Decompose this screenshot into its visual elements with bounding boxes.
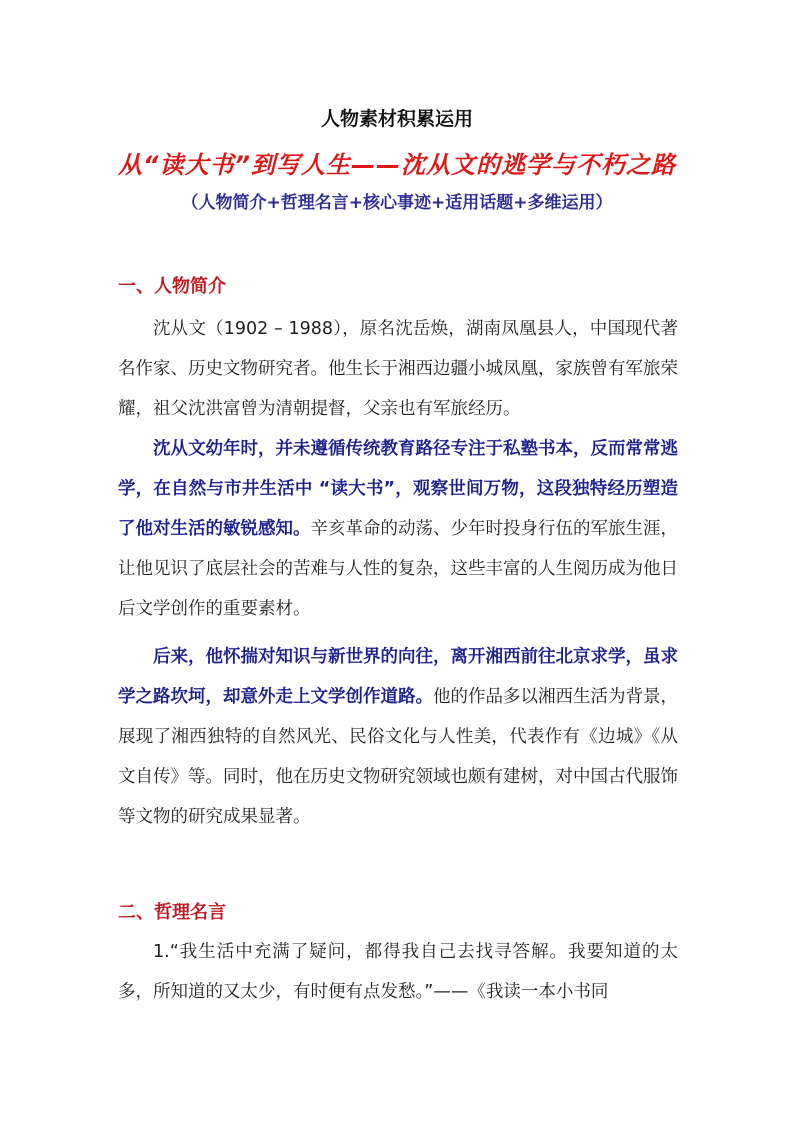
emphasis-text: 沈从文幼年时，并未遵循传统教育路径专注于私塾书本，反而常常逃学，在自然与市井生活中 “读大书”，观察世间万物，这段独特经历塑造了他对生活的敏锐感知。 xyxy=(118,439,678,539)
body-text: 辛亥革命的动荡、少年时投身行伍的军旅生涯，让他见识了底层社会的苦难与人性的复杂，这些丰富的人生阅历成为他日后文学创作的重要素材。 xyxy=(118,519,678,619)
page-tagline: （人物简介+哲理名言+核心事迹+适用话题+多维运用） xyxy=(181,193,613,213)
intro-paragraph-2 xyxy=(118,429,678,629)
emphasis-text: 后来，他怀揣对知识与新世界的向往，离开湘西前往北京求学，虽求学之路坎坷，却意外走上文学创作道路。 xyxy=(118,647,678,707)
quote-paragraph-1: 1.“我生活中充满了疑问，都得我自己去找寻答解。我要知道的太多，所知道的又太少，有时便有点发愁。”——《我读一本小书同 xyxy=(118,942,678,1002)
page-subtitle: 从“读大书”到写人生——沈从文的逃学与不朽之路 xyxy=(118,151,676,179)
intro-paragraph-3 xyxy=(118,637,678,837)
body-text: 他的作品多以湘西生活为背景，展现了湘西独特的自然风光、民俗文化与人性美，代表作有《边城》《从文自传》等。同时，他在历史文物研究领域也颇有建树，对中国古代服饰等文物的研究成果显著。 xyxy=(118,687,678,827)
page-title: 人物素材积累运用 xyxy=(320,108,473,130)
intro-paragraph-1: 沈从文（1902 – 1988），原名沈岳焕，湖南凤凰县人，中国现代著名作家、历史文物研究者。他生长于湘西边疆小城凤凰，家族曾有军旅荣耀，祖父沈洪富曾为清朝提督，父亲也有军旅经历。 xyxy=(118,319,678,419)
section-heading-intro: 一、人物简介 xyxy=(118,276,226,297)
section-heading-quotes: 二、哲理名言 xyxy=(118,902,226,923)
